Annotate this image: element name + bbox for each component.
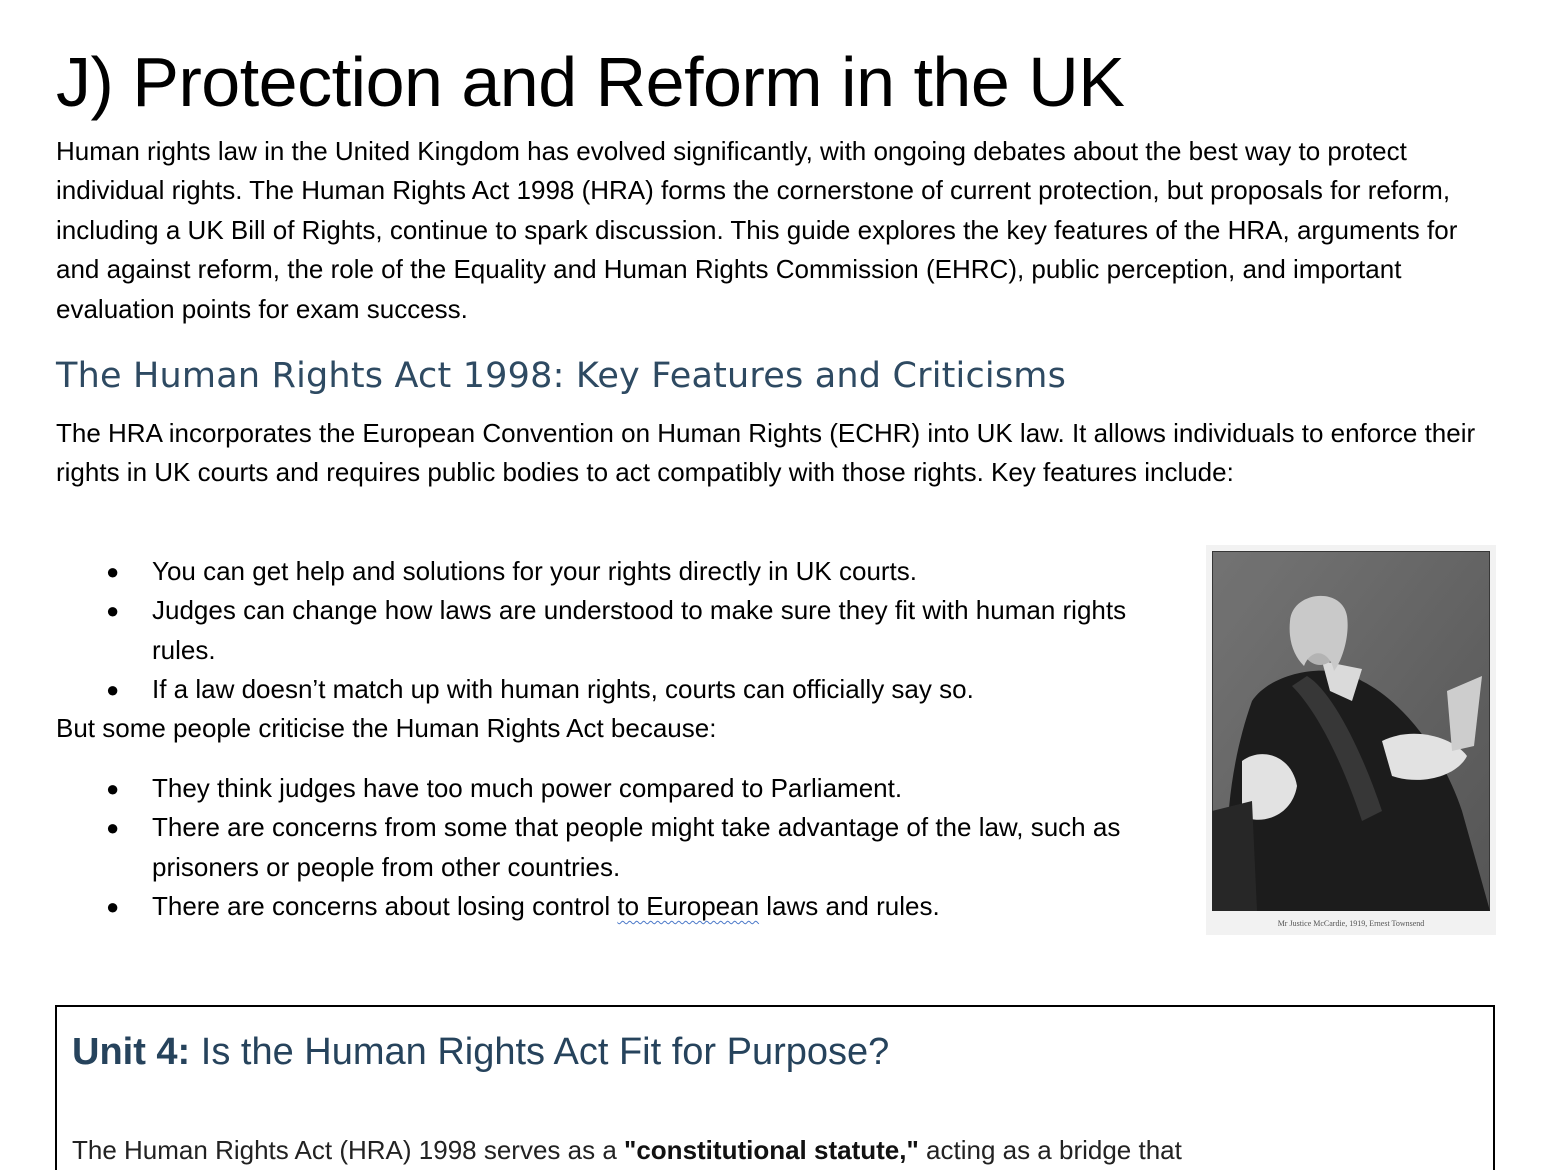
features-list xyxy=(56,552,1176,710)
list-item xyxy=(56,887,1176,926)
bullet-icon: ● xyxy=(106,894,120,920)
judge-portrait-image xyxy=(1212,551,1490,911)
list-item xyxy=(56,808,1176,887)
bullet-icon: ● xyxy=(106,815,120,841)
judge-portrait-figure[interactable] xyxy=(1206,545,1496,935)
list-item xyxy=(56,769,1176,808)
page-title: J) Protection and Reform in the UK xyxy=(56,43,1125,121)
spellcheck-flagged-text[interactable]: to European xyxy=(617,891,760,922)
bullet-icon: ● xyxy=(106,559,120,584)
list-item xyxy=(56,591,1176,670)
unit-label: Unit 4: xyxy=(72,1031,191,1073)
list-item-text: Judges can change how laws are understood to make sure they fit with human rights rules. xyxy=(152,595,1127,665)
figure-caption: Mr Justice McCardie, 1919, Ernest Townsend xyxy=(1277,919,1425,928)
unit-box xyxy=(55,1005,1495,1170)
list-item xyxy=(56,670,1176,709)
list-item-text: They think judges have too much power compared to Parliament. xyxy=(152,773,903,803)
list-item-text: There are concerns about losing control to European laws and rules. xyxy=(152,891,940,922)
intro-paragraph: Human rights law in the United Kingdom has evolved significantly, with ongoing debates about the best way to protect individual rights. The Human Rights Act 1998 (HRA) forms the cornerstone of current protection, but proposals for reform, including a UK Bill of Rights, continue to spark discussion. This guide explores the key features of the HRA, arguments for and against reform, the role of the Equality and Human Rights Commission (EHRC), public perception, and important evaluation points for exam success. xyxy=(56,136,1458,324)
list-item-text: There are concerns from some that people might take advantage of the law, such as prisoners or people from other countries. xyxy=(152,812,1121,882)
list-item-text: You can get help and solutions for your rights directly in UK courts. xyxy=(152,556,918,586)
unit-heading xyxy=(72,1027,889,1077)
unit-title: Is the Human Rights Act Fit for Purpose? xyxy=(190,1031,890,1073)
hra-intro-paragraph: The HRA incorporates the European Convention on Human Rights (ECHR) into UK law. It allows individuals to enforce their rights in UK courts and requires public bodies to act compatibly with those rights. Key features include: xyxy=(56,418,1476,488)
list-item xyxy=(56,552,1176,591)
unit-text-bold: "constitutional statute," xyxy=(624,1135,919,1165)
list-item-text: If a law doesn’t match up with human rights, courts can officially say so. xyxy=(152,674,974,705)
bullet-icon: ● xyxy=(106,598,120,624)
criticisms-list xyxy=(56,769,1176,927)
unit-text: The Human Rights Act (HRA) 1998 serves as a "constitutional statute," acting as a bridge that xyxy=(72,1135,1182,1165)
bullet-icon: ● xyxy=(106,776,120,801)
section-heading: The Human Rights Act 1998: Key Features and Criticisms xyxy=(56,356,1067,396)
criticism-lead: But some people criticise the Human Rights Act because: xyxy=(56,713,717,743)
bullet-icon: ● xyxy=(106,677,120,703)
